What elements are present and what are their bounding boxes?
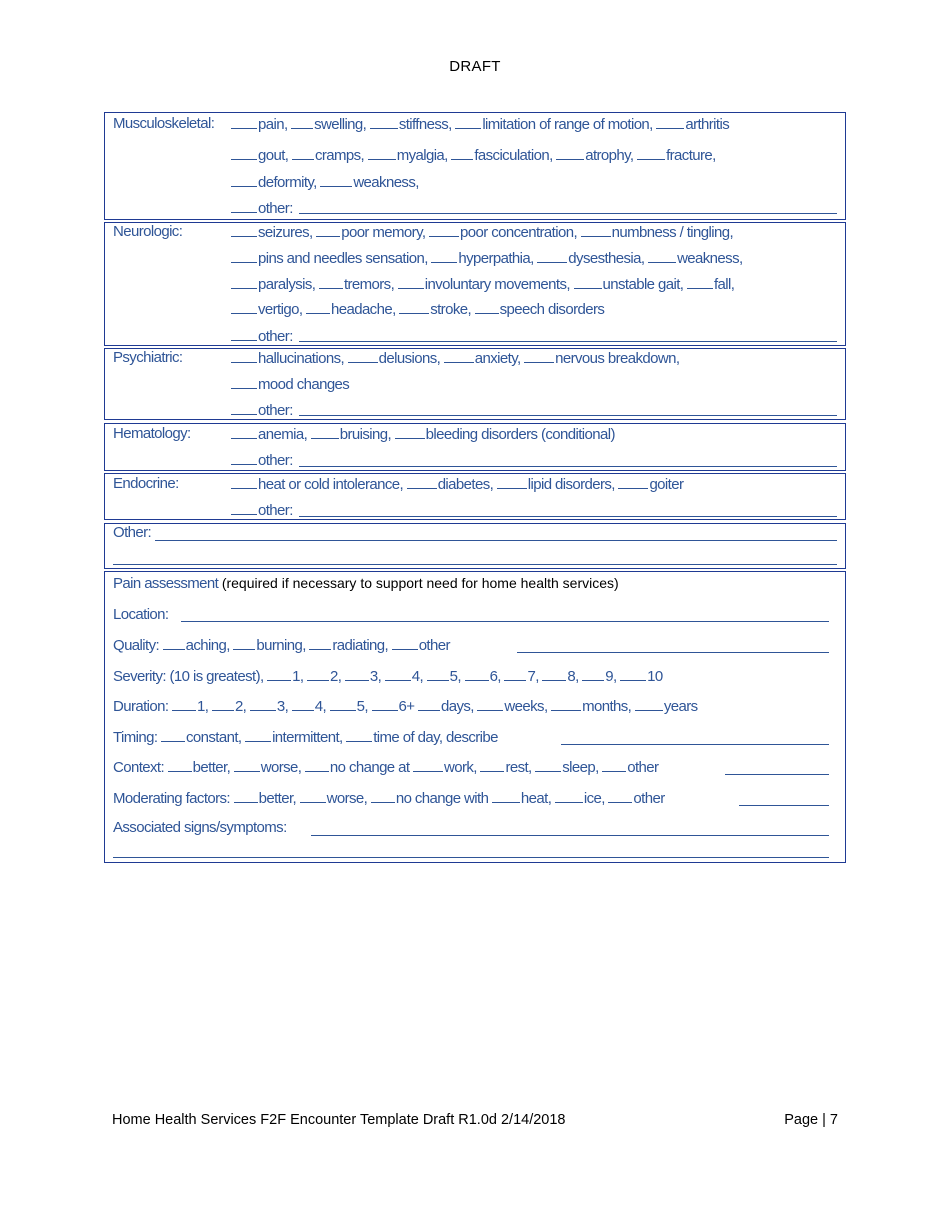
draft-watermark: DRAFT xyxy=(449,58,501,75)
duration-weeks[interactable]: weeks, xyxy=(504,698,548,715)
moderating-better[interactable]: better, xyxy=(258,790,297,807)
context-worse[interactable]: worse, xyxy=(260,759,302,776)
pain-quality-label: Quality: xyxy=(113,637,160,654)
duration-days[interactable]: days, xyxy=(440,698,474,715)
duration-4[interactable]: 4, xyxy=(314,698,327,715)
msk-gout[interactable]: gout, xyxy=(258,147,289,164)
moderating-heat[interactable]: heat, xyxy=(520,790,552,807)
duration-1[interactable]: 1, xyxy=(197,698,209,715)
msk-stiffness[interactable]: stiffness, xyxy=(398,116,452,133)
other-section xyxy=(104,523,846,569)
psych-hallucinations[interactable]: hallucinations, xyxy=(258,350,345,367)
heme-anemia[interactable]: anemia, xyxy=(258,426,308,443)
neuro-speech[interactable]: speech disorders xyxy=(499,301,605,318)
endo-other-label: other: xyxy=(258,502,293,519)
timing-constant[interactable]: constant, xyxy=(186,729,242,746)
neuro-poor-memory[interactable]: poor memory, xyxy=(341,224,426,241)
neuro-fall[interactable]: fall, xyxy=(713,276,735,293)
pain-timing-label: Timing: xyxy=(113,729,158,746)
context-better[interactable]: better, xyxy=(192,759,231,776)
severity-3[interactable]: 3, xyxy=(369,668,382,685)
moderating-other-field[interactable] xyxy=(739,805,829,806)
duration-5[interactable]: 5, xyxy=(356,698,368,715)
neuro-other-field[interactable] xyxy=(299,341,837,342)
context-sleep[interactable]: sleep, xyxy=(562,759,599,776)
msk-other-label: other: xyxy=(258,200,293,217)
duration-years[interactable]: years xyxy=(663,698,698,715)
hematology-label: Hematology: xyxy=(113,425,191,442)
duration-3[interactable]: 3, xyxy=(276,698,289,715)
neuro-paralysis[interactable]: paralysis, xyxy=(258,276,316,293)
severity-9[interactable]: 9, xyxy=(605,668,617,685)
pain-location-label: Location: xyxy=(113,606,169,623)
psych-other-field[interactable] xyxy=(299,415,837,416)
neuro-tremors[interactable]: tremors, xyxy=(343,276,395,293)
severity-10[interactable]: 10 xyxy=(647,668,663,685)
msk-arthritis[interactable]: arthritis xyxy=(685,116,730,133)
context-other-field[interactable] xyxy=(725,774,829,775)
msk-myalgia[interactable]: myalgia, xyxy=(396,147,448,164)
pain-assessment-section xyxy=(104,571,846,863)
pain-title: Pain assessment xyxy=(113,575,219,592)
neuro-pins-needles[interactable]: pins and needles sensation, xyxy=(258,250,428,267)
severity-7[interactable]: 7, xyxy=(527,668,539,685)
msk-limitation[interactable]: limitation of range of motion, xyxy=(482,116,653,133)
neuro-dysesthesia[interactable]: dysesthesia, xyxy=(568,250,645,267)
other-label: Other: xyxy=(113,524,152,541)
severity-1[interactable]: 1, xyxy=(292,668,304,685)
pain-location-field[interactable] xyxy=(181,621,829,622)
pain-duration-label: Duration: xyxy=(113,698,169,715)
msk-other-field[interactable] xyxy=(299,213,837,214)
pain-title-note: (required if necessary to support need for home health services) xyxy=(221,575,619,591)
neurologic-section xyxy=(104,222,846,346)
neuro-weakness[interactable]: weakness, xyxy=(677,250,743,267)
quality-radiating[interactable]: radiating, xyxy=(332,637,389,654)
pain-moderating-label: Moderating factors: xyxy=(113,790,230,807)
footer-page-number: Page | 7 xyxy=(784,1112,838,1128)
context-no-change[interactable]: no change at xyxy=(329,759,410,776)
msk-atrophy[interactable]: atrophy, xyxy=(585,147,634,164)
psych-mood-changes[interactable]: mood changes xyxy=(258,376,350,393)
severity-8[interactable]: 8, xyxy=(567,668,579,685)
psych-delusions[interactable]: delusions, xyxy=(378,350,441,367)
msk-fracture[interactable]: fracture, xyxy=(666,147,716,164)
heme-other-label: other: xyxy=(258,452,293,469)
moderating-worse[interactable]: worse, xyxy=(326,790,368,807)
severity-5[interactable]: 5, xyxy=(449,668,461,685)
endocrine-label: Endocrine: xyxy=(113,475,179,492)
heme-bleeding[interactable]: bleeding disorders (conditional) xyxy=(425,426,615,443)
endo-other-field[interactable] xyxy=(299,516,837,517)
neurologic-label: Neurologic: xyxy=(113,223,183,240)
neuro-hyperpathia[interactable]: hyperpathia, xyxy=(458,250,534,267)
context-rest[interactable]: rest, xyxy=(505,759,532,776)
moderating-ice[interactable]: ice, xyxy=(583,790,605,807)
other-field-line-1[interactable] xyxy=(155,540,837,541)
pain-associated-label: Associated signs/symptoms: xyxy=(113,819,287,836)
pain-severity-label: Severity: (10 is greatest), xyxy=(113,668,264,685)
severity-4[interactable]: 4, xyxy=(411,668,424,685)
psychiatric-label: Psychiatric: xyxy=(113,349,183,366)
endocrine-section xyxy=(104,473,846,520)
neuro-headache[interactable]: headache, xyxy=(330,301,396,318)
quality-burning[interactable]: burning, xyxy=(256,637,306,654)
hematology-section xyxy=(104,423,846,471)
quality-other[interactable]: other xyxy=(418,637,450,654)
psych-anxiety[interactable]: anxiety, xyxy=(474,350,521,367)
duration-months[interactable]: months, xyxy=(582,698,632,715)
context-other[interactable]: other xyxy=(627,759,659,776)
endo-lipid[interactable]: lipid disorders, xyxy=(527,476,615,493)
musculoskeletal-label: Musculoskeletal: xyxy=(113,115,215,132)
timing-intermittent[interactable]: intermittent, xyxy=(272,729,343,746)
heme-bruising[interactable]: bruising, xyxy=(339,426,392,443)
msk-swelling[interactable]: swelling, xyxy=(314,116,367,133)
neuro-numbness[interactable]: numbness / tingling, xyxy=(611,224,734,241)
timing-time-of-day[interactable]: time of day, describe xyxy=(373,729,498,746)
neuro-other-label: other: xyxy=(258,328,293,345)
severity-6[interactable]: 6, xyxy=(489,668,501,685)
context-work[interactable]: work, xyxy=(444,759,477,776)
associated-field-line-1[interactable] xyxy=(311,835,829,836)
psych-nervous-breakdown[interactable]: nervous breakdown, xyxy=(555,350,680,367)
neuro-stroke[interactable]: stroke, xyxy=(430,301,472,318)
duration-2[interactable]: 2, xyxy=(234,698,247,715)
endo-goiter[interactable]: goiter xyxy=(649,476,684,493)
severity-2[interactable]: 2, xyxy=(330,668,342,685)
pain-context-label: Context: xyxy=(113,759,165,776)
neuro-unstable-gait[interactable]: unstable gait, xyxy=(602,276,684,293)
msk-deformity[interactable]: deformity, xyxy=(258,174,317,191)
psychiatric-section xyxy=(104,348,846,420)
neuro-seizures[interactable]: seizures, xyxy=(258,224,313,241)
musculoskeletal-section xyxy=(104,112,846,220)
other-field-line-2[interactable] xyxy=(113,564,837,565)
msk-cramps[interactable]: cramps, xyxy=(314,147,365,164)
msk-weakness[interactable]: weakness, xyxy=(353,174,419,191)
msk-fasciculation[interactable]: fasciculation, xyxy=(474,147,553,164)
msk-pain[interactable]: pain, xyxy=(258,116,288,133)
endo-diabetes[interactable]: diabetes, xyxy=(437,476,494,493)
duration-6plus[interactable]: 6+ xyxy=(398,698,415,715)
quality-aching[interactable]: aching, xyxy=(185,637,230,654)
neuro-involuntary[interactable]: involuntary movements, xyxy=(424,276,570,293)
endo-heat-cold[interactable]: heat or cold intolerance, xyxy=(258,476,404,493)
neuro-poor-concentration[interactable]: poor concentration, xyxy=(460,224,578,241)
psych-other-label: other: xyxy=(258,402,293,419)
footer-document-title: Home Health Services F2F Encounter Template Draft R1.0d 2/14/2018 xyxy=(112,1112,566,1128)
neuro-vertigo[interactable]: vertigo, xyxy=(258,301,303,318)
moderating-other[interactable]: other xyxy=(633,790,665,807)
quality-other-field[interactable] xyxy=(517,652,829,653)
associated-field-line-2[interactable] xyxy=(113,857,829,858)
timing-describe-field[interactable] xyxy=(561,744,829,745)
moderating-no-change[interactable]: no change with xyxy=(395,790,489,807)
heme-other-field[interactable] xyxy=(299,466,837,467)
